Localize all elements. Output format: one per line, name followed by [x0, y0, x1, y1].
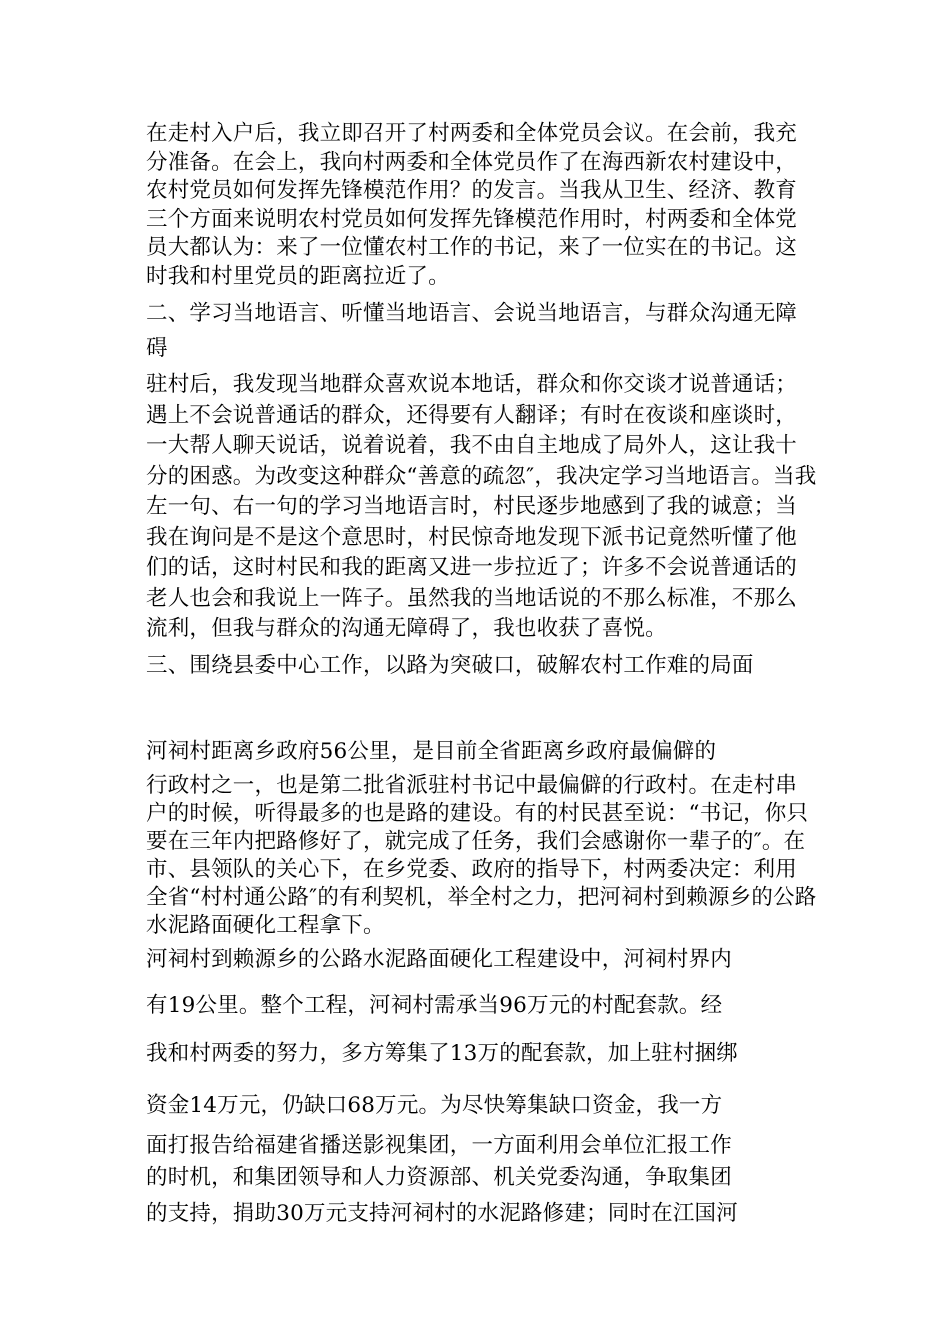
funding-line: 的支持，捐助30万元支持河祠村的水泥路修建；同时在江国河 — [146, 1201, 738, 1226]
funding-line: 有19公里。整个工程，河祠村需承当96万元的村配套款。经 — [146, 993, 723, 1018]
section-heading-local-language: 二、学习当地语言、听懂当地语言、会说当地语言，与群众沟通无障碍 — [146, 301, 798, 361]
paragraph-learning-language: 驻村后，我发现当地群众喜欢说本地话，群众和你交谈才说普通话；遇上不会说普通话的群众，还得要有人翻译；有时在夜谈和座谈时，一大帮人聊天说话，说着说着，我不由自主地成了局外人，这让我十分的困惑。为改变这种群众“善意的疏忽″，我决定学习当地语言。当我左一句、右一句的学习当地语言时，村民逐步地感到了我的诚意；当我在询问是不是这个意思时，村民惊奇地发现下派书记竟然听懂了他们的话，这时村民和我的距离又进一步拉近了；许多不会说普通话的老人也会和我说上一阵子。虽然我的当地话说的不那么标准，不那么流利，但我与群众的沟通无障碍了，我也收获了喜悦。 — [146, 372, 817, 641]
paragraph-party-meeting: 在走村入户后，我立即召开了村两委和全体党员会议。在会前，我充分准备。在会上，我向村两委和全体党员作了在海西新农村建设中，农村党员如何发挥先锋模范作用？的发言。当我从卫生、经济、教育三个方面来说明农村党员如何发挥先锋模范作用时，村两委和全体党员大都认为：来了一位懂农村工作的书记，来了一位实在的书记。这时我和村里党员的距离拉近了。 — [146, 121, 798, 289]
funding-line: 资金14万元，仍缺口68万元。为尽快筹集缺口资金，我一方 — [146, 1093, 723, 1118]
section-heading-road-breakthrough: 三、围绕县委中心工作，以路为突破口，破解农村工作难的局面 — [146, 653, 754, 678]
funding-line: 河祠村到赖源乡的公路水泥路面硬化工程建设中，河祠村界内 — [146, 947, 732, 972]
paragraph-road-first-line: 河祠村距离乡政府56公里，是目前全省距离乡政府最偏僻的 — [146, 739, 717, 764]
paragraph-road-rest: 行政村之一，也是第二批省派驻村书记中最偏僻的行政村。在走村串户的时候，听得最多的也是路的建设。有的村民甚至说：“书记，你只要在三年内把路修好了，就完成了任务，我们会感谢你一辈子的″。在市、县领队的关心下，在乡党委、政府的指导下，村两委决定：利用全省“村村通公路″的有利契机，举全村之力，把河祠村到赖源乡的公路水泥路面硬化工程拿下。 — [146, 773, 817, 938]
paragraph-road-construction — [146, 732, 818, 940]
funding-line: 我和村两委的努力，多方筹集了13万的配套款，加上驻村捆绑 — [146, 1041, 738, 1066]
paragraph-funding — [146, 940, 818, 1234]
funding-line: 的时机，和集团领导和人力资源部、机关党委沟通，争取集团 — [146, 1165, 732, 1190]
funding-line: 面打报告给福建省播送影视集团，一方面利用会单位汇报工作 — [146, 1133, 732, 1158]
